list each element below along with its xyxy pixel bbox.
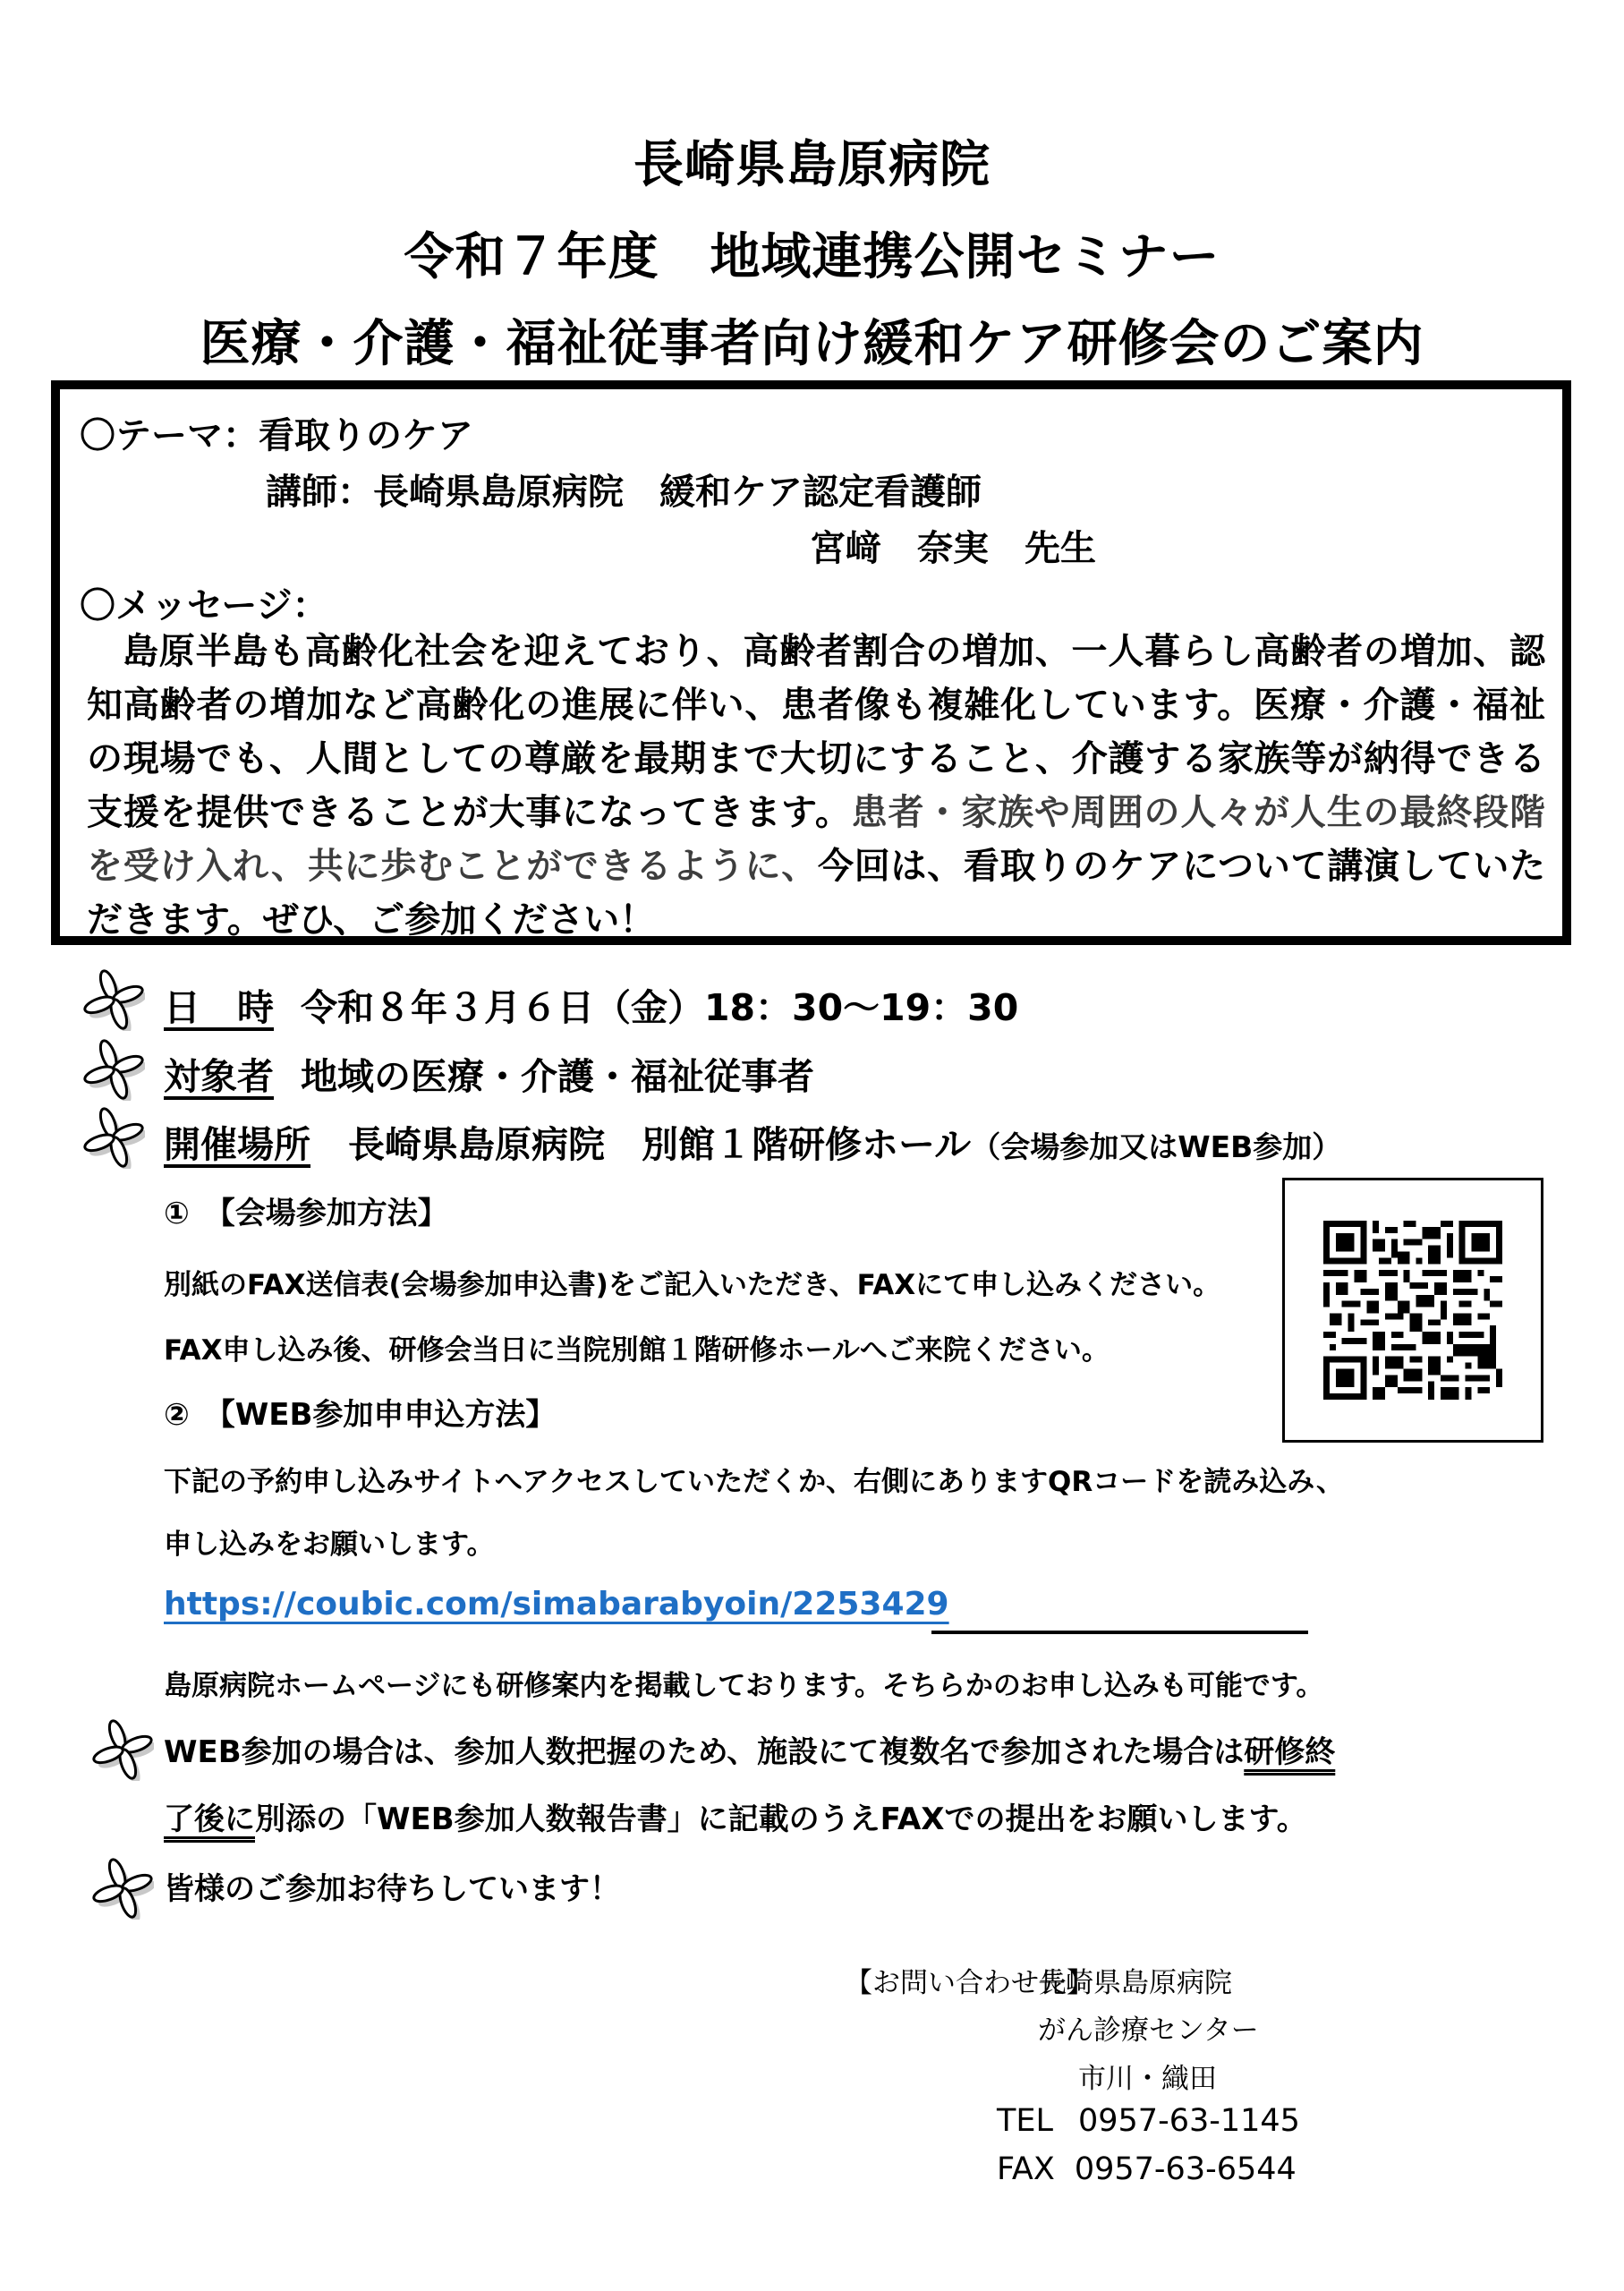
- web-note-part-2: 別添の「WEB参加人数報告書」に記載のうえFAXでの提出をお願いします。: [255, 1801, 1307, 1837]
- lecturer-label: 講師：: [266, 472, 373, 513]
- web-note-part-1: WEB参加の場合は、参加人数把握のため、施設にて複数名で参加された場合は: [164, 1734, 1245, 1770]
- flower-bullet-icon: [82, 1106, 145, 1169]
- qr-code[interactable]: [1282, 1178, 1543, 1443]
- contact-hospital: 長崎県島原病院: [1038, 1967, 1232, 1999]
- message-part-3: 今回は、看取りのケアについて講演していただきます。ぜひ、ご参加ください！: [87, 846, 1545, 941]
- contact-tel-row: [997, 2103, 1300, 2139]
- message-label: 〇メッセージ：: [80, 585, 328, 626]
- web-note-line-2: [164, 1794, 1307, 1838]
- link-underline-rule: [931, 1631, 1308, 1634]
- tel-number: 0957-63-1145: [1078, 2103, 1300, 2139]
- organization-title: 長崎県島原病院: [633, 136, 991, 194]
- venue-row: [164, 1115, 1341, 1168]
- audience-label: 対象者: [164, 1055, 274, 1098]
- onsite-line-2: FAX申し込み後、研修会当日に当院別館１階研修ホールへご来院ください。: [164, 1334, 1110, 1367]
- theme-label: 〇テーマ：: [80, 415, 259, 456]
- web-line-1: 下記の予約申し込みサイトへアクセスしていただくか、右側にありますQRコードを読み込み、: [164, 1466, 1345, 1498]
- venue-value: 長崎県島原病院 別館１階研修ホール: [348, 1123, 972, 1166]
- registration-link-container: [164, 1586, 949, 1622]
- web-note-underlined-a: 研修終: [1244, 1734, 1336, 1770]
- lecturer-name: 宮﨑 奈実 先生: [810, 528, 1096, 569]
- web-line-2: 申し込みをお願いします。: [164, 1529, 495, 1561]
- datetime-value: 令和８年３月６日（金）18：30〜19：30: [301, 986, 1019, 1029]
- fax-label: FAX: [997, 2151, 1055, 2187]
- venue-note: （会場参加又はWEB参加）: [971, 1129, 1342, 1164]
- contact-label: 【お問い合わせ先】: [845, 1967, 1094, 1999]
- onsite-heading: ① 【会場参加方法】: [164, 1196, 448, 1231]
- theme-value: 看取りのケア: [259, 415, 473, 456]
- audience-value: 地域の医療・介護・福祉従事者: [301, 1055, 814, 1098]
- registration-link[interactable]: https://coubic.com/simabarabyoin/2253429: [164, 1586, 949, 1622]
- message-body: [87, 625, 1545, 947]
- web-line-3: 島原病院ホームページにも研修案内を掲載しております。そちらかのお申し込みも可能です。: [164, 1670, 1324, 1702]
- contact-fax-row: [997, 2151, 1297, 2187]
- lecturer-line: [266, 464, 982, 515]
- web-heading: ② 【WEB参加申申込方法】: [164, 1397, 557, 1433]
- contact-persons: 市川・織田: [1078, 2063, 1217, 2095]
- fax-number: 0957-63-6544: [1074, 2151, 1297, 2187]
- flower-bullet-icon: [82, 1038, 145, 1101]
- flower-bullet-icon: [82, 968, 145, 1031]
- tel-label: TEL: [997, 2103, 1053, 2139]
- qr-code-icon: [1323, 1221, 1502, 1400]
- overview-box: [51, 380, 1571, 945]
- message-part-1: 島原半島も高齢化社会を迎えており、高齢者割合の増加、一人暮らし高齢者の増加、認知高齢者の増加など高齢化の進展に伴い、患者像も複雑化しています。医療・介護・福祉の現場でも、人間としての尊厳を最期まで大切にすること、介護する家族等が納得できる支援を提供できることが大事になってきます。: [87, 631, 1545, 833]
- datetime-row: [164, 978, 1018, 1031]
- audience-row: [164, 1047, 814, 1100]
- event-series-title: 令和７年度 地域連携公開セミナー: [404, 228, 1220, 286]
- seminar-title: 医療・介護・福祉従事者向け緩和ケア研修会のご案内: [200, 315, 1424, 373]
- onsite-line-1: 別紙のFAX送信表(会場参加申込書)をご記入いただき、FAXにて申し込みください。: [164, 1269, 1221, 1301]
- flower-bullet-icon: [91, 1857, 154, 1920]
- venue-label: 開催場所: [164, 1123, 310, 1166]
- closing-message: 皆様のご参加お待ちしています！: [164, 1871, 620, 1907]
- datetime-label: 日 時: [164, 986, 274, 1029]
- lecturer-affiliation: 長崎県島原病院 緩和ケア認定看護師: [373, 472, 982, 513]
- contact-department: がん診療センター: [1038, 2014, 1259, 2047]
- web-note-line-1: [164, 1727, 1335, 1771]
- message-part-2-gray: 患者・家族や周囲の人々が人生の最終段階を受け入れ、共に歩むことができるように、: [87, 792, 1545, 887]
- theme-line: [80, 407, 473, 458]
- flower-bullet-icon: [91, 1718, 154, 1781]
- web-note-underlined-b: 了後に: [164, 1801, 255, 1837]
